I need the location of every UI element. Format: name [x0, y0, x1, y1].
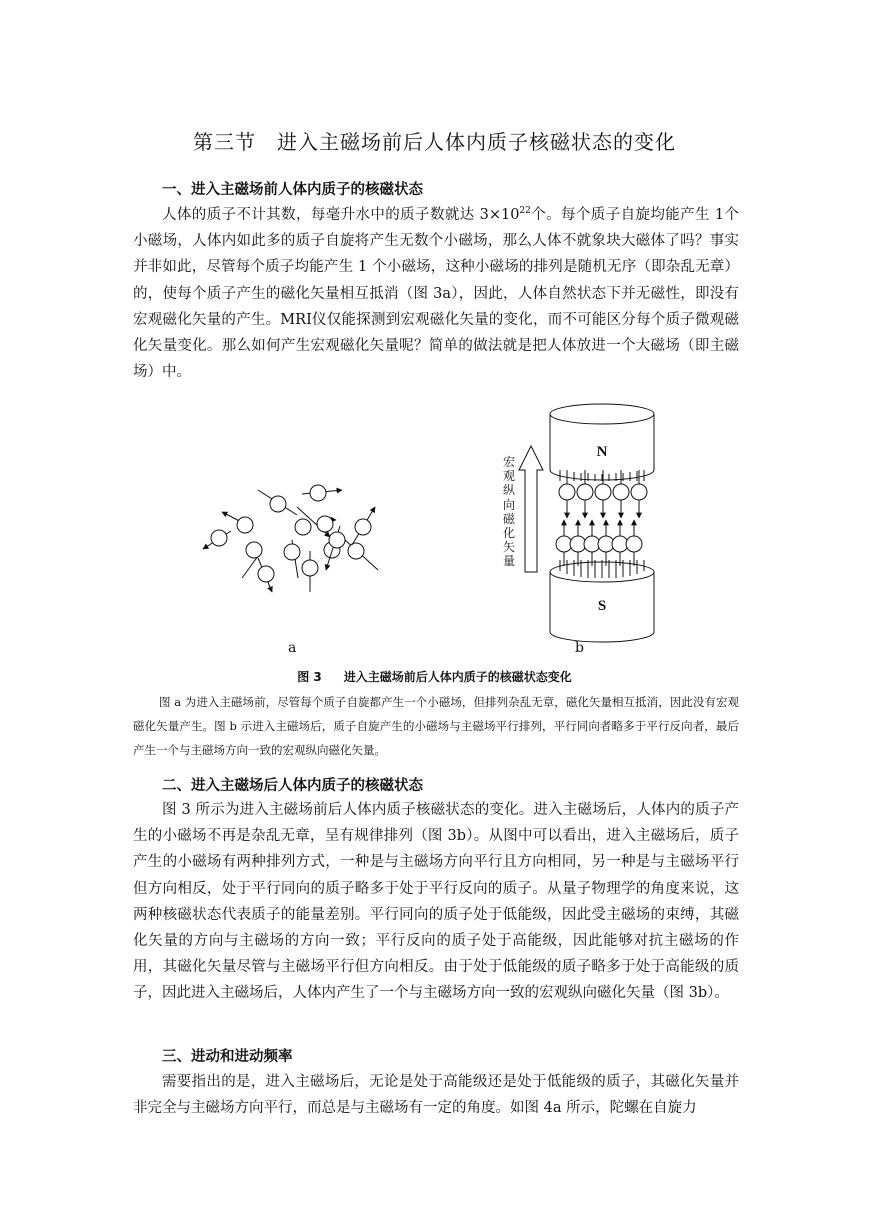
figure-note: 图 a 为进入主磁场前，尽管每个质子自旋都产生一个小磁场，但排列杂乱无章，磁化矢量相互抵消，因此没有宏观磁化矢量产生。图 b 示进入主磁场后，质子自旋产生的小磁场与主磁场平行排列，平行同向者略多于平行反向者，最后产生一个与主磁场方向一致的宏观纵向磁化矢量。: [133, 695, 739, 757]
proton: [258, 558, 274, 592]
section3-heading: 三、进动和进动频率: [162, 1049, 293, 1065]
vertical-vector-label: 宏观纵向磁化矢量: [502, 455, 515, 569]
proton: [302, 485, 342, 501]
magnet-s-label: S: [597, 598, 607, 614]
proton: [203, 530, 231, 549]
magnet-north: [550, 404, 654, 480]
proton: [302, 551, 318, 592]
proton: [222, 512, 253, 533]
section2-paragraph: 图 3 所示为进入主磁场前后人体内质子核磁状态的变化。进入主磁场后，人体内的质子产生的小磁场不再是杂乱无章，呈有规律排列（图 3b）。从图中可以看出，进入主磁场后，质子产生的小磁场有两种排列方式，一种是与主磁场方向平行且方向相同，另一种是与主磁场平行但方向相反，处于平行同向的质子略多于处于平行反向的质子。从量子物理学的角度来说，这两种核磁状态代表质子的能量差别。平行同向的质子处于低能级，因此受主磁场的束缚，其磁化矢量的方向与主磁场的方向一致；平行反向的质子处于高能级，因此能够对抗主磁场的作用，其磁化矢量尽管与主磁场平行但方向相反。由于处于低能级的质子略多于处于高能级的质子，因此进入主磁场后，人体内产生了一个与主磁场方向一致的宏观纵向磁化矢量（图 3b）。: [133, 802, 739, 1002]
proton: [258, 490, 297, 515]
protons-parallel: [556, 520, 642, 566]
panel-b-label: b: [575, 640, 584, 656]
figure-caption: [0, 668, 869, 685]
magnet-n-label: N: [596, 444, 608, 460]
figure-caption-text: 进入主磁场前后人体内质子的核磁状态变化: [343, 670, 572, 684]
section1-text-a: 人体的质子不计其数，每毫升水中的质子数就达 3×10: [162, 207, 520, 223]
section1-heading: 一、进入主磁场前人体内质子的核磁状态: [162, 182, 423, 198]
proton: [352, 507, 375, 545]
figure-caption-number: 图 3: [297, 670, 322, 684]
proton-up: [626, 520, 642, 566]
panel-a-random-protons: [203, 485, 378, 592]
page-title: 第三节 进入主磁场前后人体内质子核磁状态的变化: [193, 130, 676, 154]
proton: [284, 540, 300, 578]
section1-text-b: 个。每个质子自旋均能产生 1个小磁场，人体内如此多的质子自旋将产生无数个小磁场，那么人体不就象块大磁体了吗？事实并非如此，尽管每个质子均能产生 1 个小磁场，这种小磁场的排列是随机无序（即杂乱无章）的，使每个质子产生的磁化矢量相互抵消（图 3a），因此，人体自然状态下并无磁性，即没有宏观磁化矢量的产生。MRI仪仅能探测到宏观磁化矢量的变化，而不可能区分每个质子微观磁化矢量变化。那么如何产生宏观磁化矢量呢？简单的做法就是把人体放进一个大磁场（即主磁场）中。: [133, 207, 739, 381]
section3-paragraph: 需要指出的是，进入主磁场后，无论是处于高能级还是处于低能级的质子，其磁化矢量并非完全与主磁场方向平行，而总是与主磁场有一定的角度。如图 4a 所示，陀螺在自旋力: [133, 1074, 739, 1117]
panel-a-label: a: [288, 640, 297, 656]
proton: [345, 540, 378, 570]
section1-exponent: 22: [519, 206, 531, 217]
section2-heading: 二、进入主磁场后人体内质子的核磁状态: [162, 778, 423, 794]
macroscopic-vector-arrow: [519, 446, 543, 572]
proton: [317, 516, 336, 532]
